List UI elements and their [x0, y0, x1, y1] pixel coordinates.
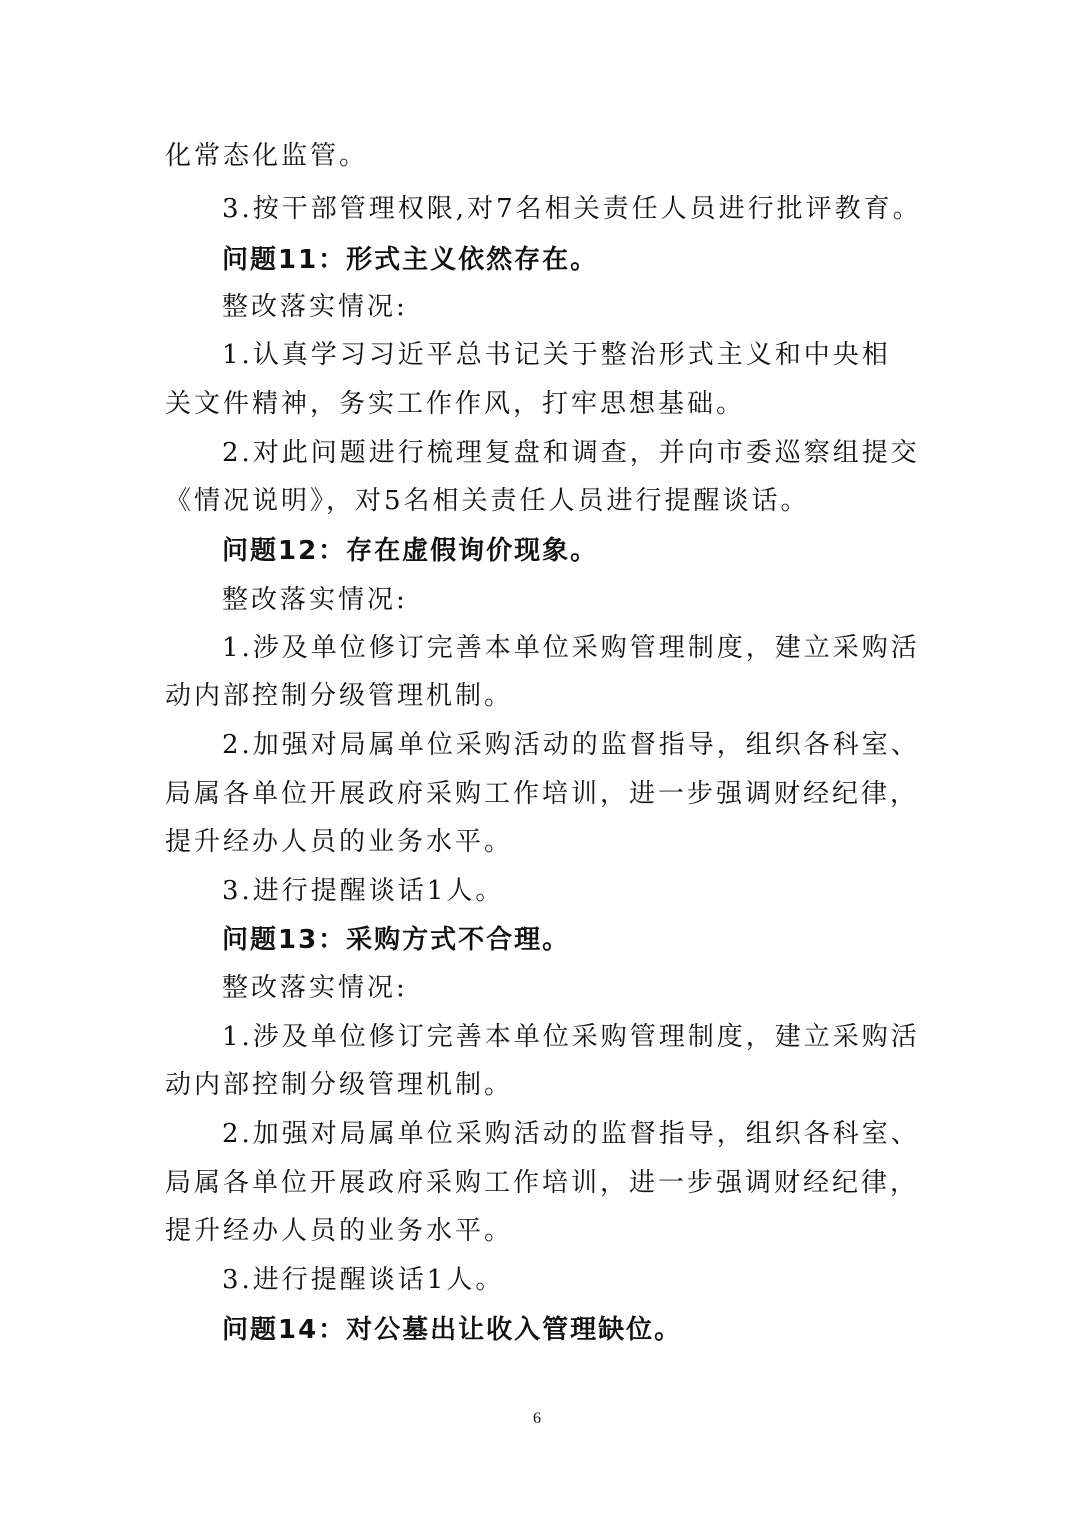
page-number: 6	[533, 1410, 541, 1427]
text-line: 动内部控制分级管理机制。	[165, 1070, 514, 1100]
text-line: 2.对此问题进行梳理复盘和调查，并向市委巡察组提交	[222, 438, 920, 468]
text-line: 2.加强对局属单位采购活动的监督指导，组织各科室、	[222, 730, 920, 760]
text-line: 1.涉及单位修订完善本单位采购管理制度，建立采购活	[222, 633, 920, 663]
text-line: 2.加强对局属单位采购活动的监督指导，组织各科室、	[222, 1119, 920, 1149]
text-line: 3.进行提醒谈话1人。	[222, 876, 505, 906]
text-line: 整改落实情况:	[222, 973, 408, 1003]
section-heading: 问题11：形式主义依然存在。	[222, 245, 599, 275]
text-line: 3.按干部管理权限,对7名相关责任人员进行批评教育。	[222, 194, 922, 224]
text-line: 关文件精神，务实工作作风，打牢思想基础。	[165, 389, 746, 419]
text-line: 1.认真学习习近平总书记关于整治形式主义和中央相	[222, 340, 891, 370]
text-line: 局属各单位开展政府采购工作培训，进一步强调财经纪律，	[165, 779, 920, 809]
text-line: 3.进行提醒谈话1人。	[222, 1265, 505, 1295]
text-line: 1.涉及单位修订完善本单位采购管理制度，建立采购活	[222, 1022, 920, 1052]
text-line: 提升经办人员的业务水平。	[165, 1216, 514, 1246]
section-heading: 问题13：采购方式不合理。	[222, 925, 571, 955]
text-line: 整改落实情况:	[222, 292, 408, 322]
text-line: 《情况说明》，对5名相关责任人员进行提醒谈话。	[165, 486, 810, 516]
text-line: 局属各单位开展政府采购工作培训，进一步强调财经纪律，	[165, 1168, 920, 1198]
section-heading: 问题12：存在虚假询价现象。	[222, 536, 599, 566]
text-line: 动内部控制分级管理机制。	[165, 681, 514, 711]
text-line: 整改落实情况:	[222, 585, 408, 615]
section-heading: 问题14：对公墓出让收入管理缺位。	[222, 1315, 683, 1345]
text-line: 提升经办人员的业务水平。	[165, 827, 514, 857]
text-line: 化常态化监管。	[165, 141, 369, 171]
